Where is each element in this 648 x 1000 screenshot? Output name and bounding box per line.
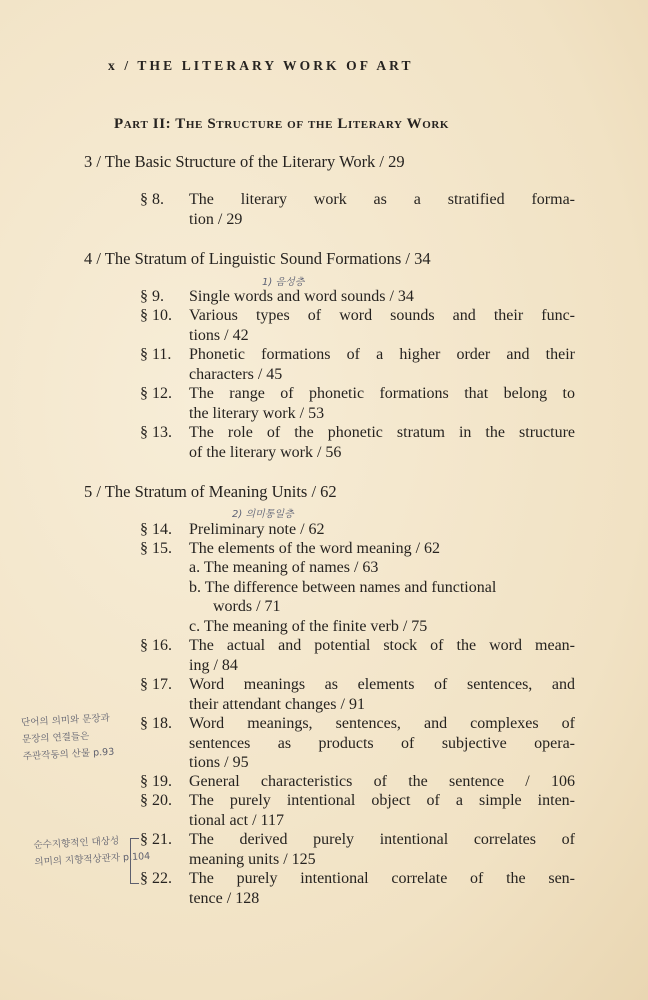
section-14-number: § 14. (140, 521, 172, 538)
margin-note-s18 (21, 710, 115, 766)
section-18-title-line1: Word meanings, sentences, and complexes of (189, 715, 575, 732)
section-16-title-line1: The actual and potential stock of the word mean- (189, 637, 575, 654)
section-11-title-line1: Phonetic formations of a higher order and their (189, 346, 575, 363)
section-19-number: § 19. (140, 773, 172, 790)
section-10-number: § 10. (140, 307, 172, 324)
section-8-title-line2: tion / 29 (189, 211, 243, 228)
section-20-title-line2: tional act / 117 (189, 812, 284, 829)
section-21-number: § 21. (140, 831, 172, 848)
section-17-title-line1: Word meanings as elements of sentences, and (189, 676, 575, 693)
section-15-sub-b-line1: b. The difference between names and functional (189, 579, 497, 596)
section-20-title-line1: The purely intentional object of a simple inten- (189, 792, 575, 809)
section-19-title-line1: General characteristics of the sentence / 106 (189, 773, 575, 790)
section-14-title-line1: Preliminary note / 62 (189, 521, 325, 538)
margin-bracket (130, 838, 139, 884)
section-8-number: § 8. (140, 191, 164, 208)
section-9-title-line1: Single words and word sounds / 34 (189, 288, 414, 305)
section-18-title-line2: sentences as products of subjective opera- (189, 735, 575, 752)
section-18-number: § 18. (140, 715, 172, 732)
margin-note-s21-line1: 순수지향적인 대상성 (33, 835, 120, 852)
section-13-number: § 13. (140, 424, 172, 441)
section-22-title-line1: The purely intentional correlate of the sen- (189, 870, 575, 887)
section-11-title-line2: characters / 45 (189, 366, 283, 383)
margin-note-s18-line3: 주관작동의 산물 p.93 (22, 746, 115, 763)
section-15-number: § 15. (140, 540, 172, 557)
margin-note-s18-line1: 단어의 의미와 문장과 (20, 712, 110, 729)
section-15-sub-a: a. The meaning of names / 63 (189, 559, 379, 576)
section-18-title-line3: tions / 95 (189, 754, 249, 771)
section-15-sub-b-line2: words / 71 (213, 598, 281, 615)
section-15-sub-c: c. The meaning of the finite verb / 75 (189, 618, 428, 635)
part-heading: Part II: The Structure of the Literary Work (114, 116, 450, 132)
section-16-title-line2: ing / 84 (189, 657, 238, 674)
margin-note-s21-line2: 의미의 지향적상관자 p.104 (34, 850, 151, 869)
section-12-title-line2: the literary work / 53 (189, 405, 325, 422)
handwritten-note-phonetic-stratum: 1) 음성층 (262, 277, 305, 288)
section-22-title-line2: tence / 128 (189, 890, 260, 907)
section-11-number: § 11. (140, 346, 172, 363)
section-12-title-line1: The range of phonetic formations that belong to (189, 385, 575, 402)
chapter-4-heading: 4 / The Stratum of Linguistic Sound Formations / 34 (84, 249, 431, 268)
section-10-title-line2: tions / 42 (189, 327, 249, 344)
running-head: x / THE LITERARY WORK OF ART (108, 58, 414, 73)
section-13-title-line2: of the literary work / 56 (189, 444, 342, 461)
section-21-title-line1: The derived purely intentional correlates of (189, 831, 575, 848)
margin-note-s18-line2: 문장의 연결들은 (21, 730, 90, 746)
section-22-number: § 22. (140, 870, 172, 887)
handwritten-note-meaning-stratum: 2) 의미통일층 (232, 509, 294, 520)
section-15-title-line1: The elements of the word meaning / 62 (189, 540, 441, 557)
chapter-5-heading: 5 / The Stratum of Meaning Units / 62 (84, 482, 337, 501)
chapter-3-heading: 3 / The Basic Structure of the Literary Work / 29 (84, 152, 405, 171)
section-8-title-line1: The literary work as a stratified forma- (189, 191, 575, 208)
section-17-number: § 17. (140, 676, 172, 693)
section-17-title-line2: their attendant changes / 91 (189, 696, 365, 713)
section-9-number: § 9. (140, 288, 164, 305)
section-20-number: § 20. (140, 792, 172, 809)
section-13-title-line1: The role of the phonetic stratum in the structure (189, 424, 575, 441)
section-21-title-line2: meaning units / 125 (189, 851, 316, 868)
section-10-title-line1: Various types of word sounds and their func- (189, 307, 575, 324)
section-12-number: § 12. (140, 385, 172, 402)
section-16-number: § 16. (140, 637, 172, 654)
